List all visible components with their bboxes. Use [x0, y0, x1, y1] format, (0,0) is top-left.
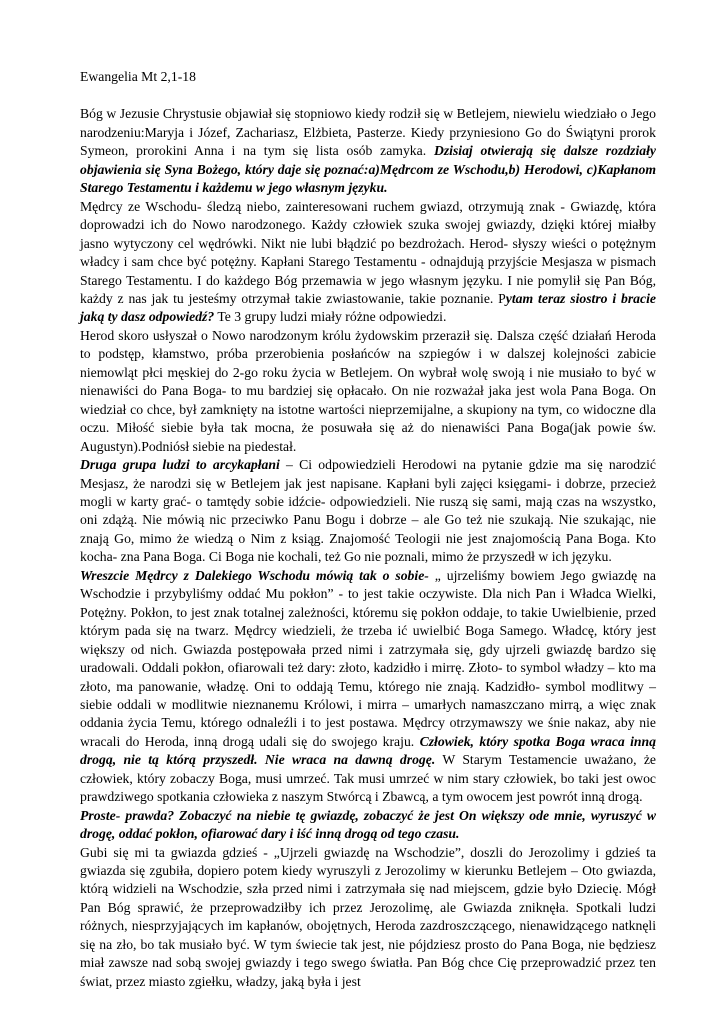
emphasis-text: Druga grupa ludzi to arcykapłani: [80, 457, 280, 473]
paragraph: [80, 807, 656, 844]
body-text: Te 3 grupy ludzi miały różne odpowiedzi.: [214, 309, 447, 325]
body-text: Gubi się mi ta gwiazda gdzieś - „Ujrzeli gwiazdę na Wschodzie”, doszli do Jerozolimy i gdzieś ta gwiazda się zgubiła, dopiero potem kiedy wyruszyli z Jerozolimy w kierunku Betlejem – Oto gwiazda, którą widzieli na Wschodzie, szła przed nimi i zatrzymała się nad miejscem, gdzie było Dziecię. Mógł Pan Bóg sprawić, że przeprowadziłby ich przez Jerozolimę, ale Gwiazda zniknęła. Spotkali ludzi różnych, niesprzyjających im kapłanów, obojętnych, Heroda zazdroszczącego, nienawidzącego natknęli się na zło, bo tak musiało być. W tym świecie tak jest, nie pójdziesz prosto do Pana Boga, nie będziesz miał zawsze nad sobą swojej gwiazdy i tego swego światła. Pan Bóg chce Cię przeprowadzić przez ten świat, przez miasto zgiełku, władzy, jaką była i jest: [80, 844, 656, 989]
document-page: [80, 68, 656, 991]
document-body: [80, 105, 656, 991]
body-text: Herod skoro usłyszał o Nowo narodzonym królu żydowskim przeraził się. Dalsza część działań Heroda to podstęp, kłamstwo, próba przerobienia posłańców na szpiegów i w dalszej kolejności zabicie niemowląt płci męskiej do 2-go roku życia w Betlejem. On wybrał wolę swoją i nie musiało to być w nienawiści do Pana Boga- to mu bardziej się opłacało. On nie rozważał jaka jest wola Pana Boga. On wiedział co chce, był zamknięty na istotne wartości nieprzemijalne, a skupiony na tym, co widoczne dla oczu. Miłość siebie była tak mocna, że posuwała się aż do nienawiści Pana Boga(jak powie św. Augustyn).Podniósł siebie na piedestał.: [80, 327, 656, 454]
emphasis-text: Dzisiaj otwierają się dalsze rozdziały objawienia się Syna Bożego, który daje się poznać:a)Mędrcom ze Wschodu,b) Herodowi, c)Kapłanom Starego Testamentu i każdemu w jego własnym języku.: [80, 143, 656, 196]
body-text: Bóg w Jezusie Chrystusie objawiał się stopniowo kiedy rodził się w Betlejem, niewielu wiedziało o Jego narodzeniu:Maryja i Józef, Zachariasz, Elżbieta, Pasterze. Kiedy przyniesiono Go do Świątyni prorok Symeon, prorokini Anna i na tym się lista osób zamyka.: [80, 106, 656, 159]
emphasis-text: Wreszcie Mędrcy z Dalekiego Wschodu mówią tak o sobie-: [80, 567, 429, 583]
body-text: Mędrcy ze Wschodu- śledzą niebo, zainteresowani ruchem gwiazd, otrzymują znak - Gwiazdę, która doprowadzi ich do Nowo narodzonego. Każdy człowiek szuka swojej gwiazdy, dzięki której miałby jasno wytyczony cel wędrówki. Nikt nie lubi błądzić po bezdrożach. Herod- słyszy wieści o potężnym władcy i sam chce być potężny. Kapłani Starego Testamentu - odnajdują przyjście Mesjasza w pismach Starego Testamentu. I do każdego Bóg przemawia w jego własnym języku. I nie pomylił się Pan Bóg, każdy z nas jak tu jesteśmy otrzymał takie zwiastowanie, takie poznanie. P: [80, 198, 656, 306]
body-text: – Ci odpowiedzieli Herodowi na pytanie gdzie ma się narodzić Mesjasz, że narodzi się w Betlejem jak jest napisane. Kapłani byli zajęci księgami- i dobrze, przecież mogli w karty grać- o tamtędy sobie idźcie- odpowiedzieli. Nie ruszą się sami, mają czas na wszystko, oni zdążą. Nie mówią nic przeciwko Panu Bogu i dobrze – ale Go też nie szukają. Nie szukając, nie znają Go, mimo że wiedzą o Nim z ksiąg. Znajomość Teologii nie jest znajomością Pana Boga. Kto kocha- zna Pana Boga. Ci Boga nie kochali, też Go nie poznali, mimo że przyszedł w ich języku.: [80, 457, 656, 565]
paragraph: [80, 567, 656, 807]
emphasis-text: ytam teraz siostro i bracie jaką ty dasz odpowiedź?: [80, 290, 656, 325]
paragraph: [80, 327, 656, 456]
paragraph: [80, 844, 656, 992]
body-text: W Starym Testamencie uważano, że człowiek, który zobaczy Boga, musi umrzeć. Tak musi umrzeć w nim stary człowiek, bo taki jest owoc prawdziwego spotkania człowieka z naszym Stwórcą i Zbawcą, a tym owocem jest powrót inną drogą.: [80, 752, 656, 805]
body-text: „ ujrzeliśmy bowiem Jego gwiazdę na Wschodzie i przybyliśmy oddać Mu pokłon” - to jest takie oczywiste. Dla nich Pan i Władca Wielki, Potężny. Pokłon, to jest znak totalnej zależności, któremu się pokłon oddaje, to takie Uwielbienie, przed którym pada się na twarz. Mędrcy wiedzieli, że trzeba ić uwielbić Boga Samego. Władcę, który jest większy od nich. Gwiazda postępowała przed nimi i zatrzymała się, gdy ujrzeli gwiazdę bardzo się uradowali. Oddali pokłon, ofiarowali też dary: złoto, kadzidło i mirrę. Złoto- to symbol władzy – kto ma złoto, ma panowanie, władzę. Oni to oddają Temu, którego nie znają. Kadzidło- symbol modlitwy – siebie oddali w modlitwie nieznanemu Królowi, i mirra – umarłych namaszczano mirrą, a więc znak oddania życia Temu, którego odnaleźli i to jest postawa. Mędrcy otrzymawszy we śnie nakaz, aby nie wracali do Heroda, inną drogą udali się do swojego kraju.: [80, 567, 657, 749]
paragraph: [80, 105, 656, 197]
paragraph: [80, 456, 656, 567]
emphasis-text: Proste- prawda? Zobaczyć na niebie tę gwiazdę, zobaczyć że jest On większy ode mnie, wyruszyć w drogę, oddać pokłon, ofiarować dary i iść inną drogą od tego czasu.: [80, 807, 656, 842]
paragraph: [80, 198, 656, 327]
document-title: Ewangelia Mt 2,1-18: [80, 69, 196, 84]
emphasis-text: Człowiek, który spotka Boga wraca inną drogą, nie tą którą przyszedł. Nie wraca na dawną drogę.: [80, 733, 656, 768]
